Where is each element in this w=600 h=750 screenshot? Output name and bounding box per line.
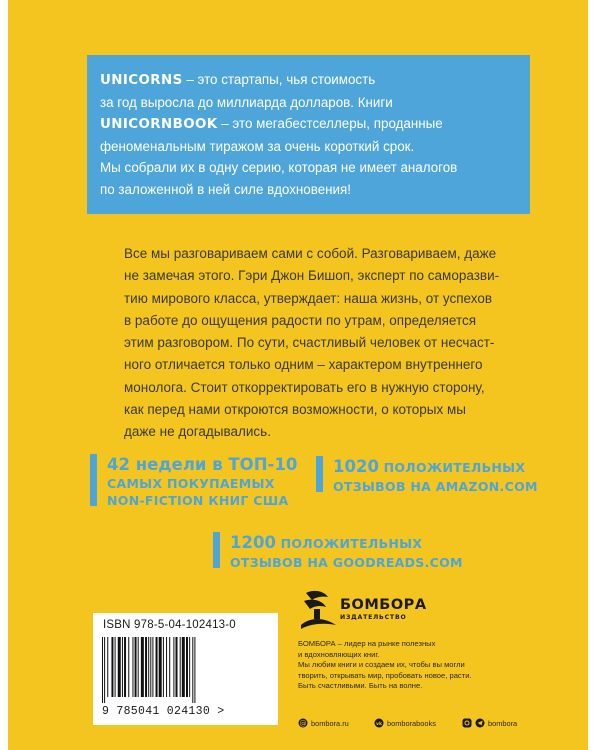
isbn-text: ISBN 978-5-04-102413-0 <box>103 619 236 631</box>
stat-accent-bar <box>90 454 97 506</box>
bombora-logo-icon <box>298 587 340 633</box>
at-icon <box>298 718 308 728</box>
publisher-description: БОМБОРА – лидер на рынке полезных и вдохновляющих книг. Мы любим книги и создаем их, чтобы вы могли творить, открывать мир, пробовать новое, расти. Быть счастливыми. Быть на волне. <box>298 639 472 691</box>
barcode-digits: 9 785041 024130 > <box>102 705 225 718</box>
intro-block: UNICORNS – это стартапы, чья стоимость за год выросла до миллиарда долларов. Книги UNICORNBOOK – это мегабестселлеры, проданные феноменальным тиражом за очень короткий срок. Мы собрали их в одну серию, которая не имеет аналогов по заложенной в ней силе вдохновения! <box>87 55 530 214</box>
description-paragraph: Все мы разговариваем сами с собой. Разговариваем, даже не замечая этого. Гэри Джон Бишоп, эксперт по саморазви- тию мирового класса, утверждает: наша жизнь, от успехов в работе до ощущения радости по утрам, определяется этим разговором. По сути, счастливый человек от несчаст- ного отличается только одним – характером внутреннего монолога. Стоит откорректировать его в нужную сторону, как перед нами откроются возможности, о которых мы даже не догадывались. <box>124 246 500 440</box>
telegram-icon <box>475 718 485 728</box>
stat-accent-bar <box>213 532 220 568</box>
brand-unicornbook: UNICORNBOOK <box>100 117 218 133</box>
isbn-barcode <box>93 613 278 725</box>
svg-text:@: @ <box>299 719 307 728</box>
brand-unicorns: UNICORNS <box>100 73 183 88</box>
social-vk[interactable]: vk bomborabooks <box>375 718 436 728</box>
publisher-subtitle: ИЗДАТЕЛЬСТВО <box>340 614 407 621</box>
publisher-name: БОМБОРА <box>340 597 427 613</box>
back-cover: UNICORNS – это стартапы, чья стоимость за год выросла до миллиарда долларов. Книги UNICORNBOOK – это мегабестселлеры, проданные феноменальным тиражом за очень короткий срок. Мы собрали их в одну серию, которая не имеет аналогов по заложенной в ней силе вдохновения! Все мы разговариваем сами с собой. Разговариваем, даже не замечая этого. Гэри Джон Бишоп, эксперт по саморазви- тию мирового класса, утверждает: наша жизнь, от успехов в работе до ощущения радости по утрам, определяется этим разговором. По сути, счастливый человек от несчаст- ного отличается только одним – характером внутреннего монолога. Стоит откорректировать его в нужную сторону, как перед нами откроются возможности, о которых мы даже не догадывались. 42 недели в ТОП-10 САМЫХ ПОКУПАЕМЫХ NON-FICTION КНИГ США 1020 ПОЛОЖИТЕЛЬНЫХ ОТЗЫВОВ НА AMAZON.COM 1200 ПОЛОЖИТЕЛЬНЫХ ОТЗЫВОВ НА GOODREADS.COM ISBN 978-5-04-102413-0 9 785041 024130 > БОМБОРА ИЗДАТЕЛЬСТВО БОМБОРА – лидер на рынке полезных и вдохновляющих книг. Мы любим книги и создаем их, чтобы вы могли творить, открывать мир, пробовать новое, расти. Быть счастливыми. Быть на волне. @ bombora.ru vk bomborabooks bombora <box>8 0 588 750</box>
svg-text:vk: vk <box>375 722 383 727</box>
social-website[interactable]: @ bombora.ru <box>299 718 349 728</box>
instagram-icon <box>462 718 472 728</box>
social-instagram-telegram[interactable]: bombora <box>462 718 517 728</box>
barcode-bars <box>102 637 268 703</box>
vk-icon <box>374 718 384 728</box>
stat-accent-bar <box>316 456 323 492</box>
publisher-socials <box>298 718 538 732</box>
